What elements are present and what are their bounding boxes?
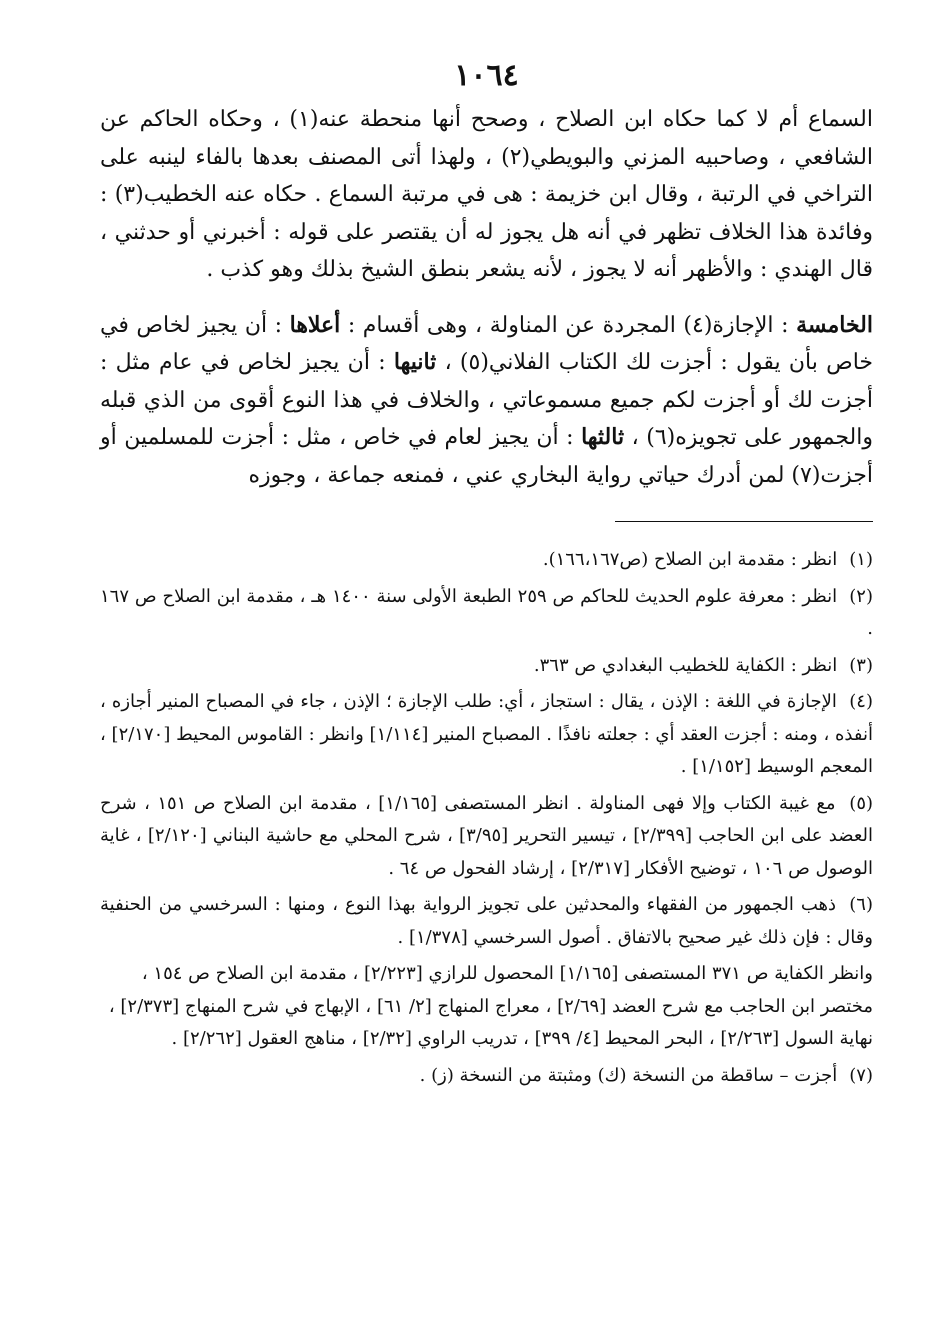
footnote-1 xyxy=(100,544,873,577)
footnote-separator xyxy=(615,521,873,522)
footnotes xyxy=(100,544,873,1092)
paragraph-2-part-d: : أن يجيز لعام في خاص ، مثل : أجزت للمسلمين أو أجزت(٧) لمن أدرك حياتي رواية البخاري عني ، فمنعه جماعة ، وجوزه xyxy=(100,425,873,488)
paragraph-2-part-b: : أن يجيز لخاص في خاص بأن يقول : أجزت لك الكتاب الفلاني(٥) ، xyxy=(100,312,873,375)
footnote-text: ذهب الجمهور من الفقهاء والمحدثين على تجويز الرواية بهذا النوع ، ومنها : السرخسي من الحنفية وقال : فإن ذلك غير صحيح بالاتفاق . أصول السرخسي [١/٣٧٨] . xyxy=(100,894,873,948)
footnote-5 xyxy=(100,788,873,886)
footnote-text: انظر : مقدمة ابن الصلاح (ص١٦٦،١٦٧). xyxy=(542,549,838,570)
footnote-number: (٧) xyxy=(849,1064,873,1086)
footnote-4 xyxy=(100,686,873,784)
footnote-2 xyxy=(100,581,873,646)
footnote-number: (٢) xyxy=(849,585,873,607)
footnote-text: مع غيبة الكتاب وإلا فهى المناولة . انظر المستصفى [١/١٦٥] ، مقدمة ابن الصلاح ص ١٥١ ، شرح العضد على ابن الحاجب [٢/٣٩٩] ، تيسير التحرير [٣/٩٥] ، شرح المحلي مع حاشية البناني [٢/١٢٠] ، غاية الوصول ص ١٠٦ ، توضيح الأفكار [٢/٣١٧] ، إرشاد الفحول ص ٦٤ . xyxy=(100,792,874,879)
footnote-number: (٦) xyxy=(849,894,873,915)
footnote-6 xyxy=(100,889,873,954)
keyword-highest: أعلاها xyxy=(289,311,341,338)
keyword-second: ثانيها xyxy=(393,349,437,375)
footnote-text: أجزت – ساقطة من النسخة (ك) ومثبتة من النسخة (ز) . xyxy=(419,1064,838,1086)
footnote-3 xyxy=(100,650,873,683)
footnote-text: انظر : الكفاية للخطيب البغدادي ص ٣٦٣. xyxy=(533,654,838,676)
footnote-6-continuation: وانظر الكفاية ص ٣٧١ المستصفى [١/١٦٥] المحصول للرازي [٢/٢٢٣] ، مقدمة ابن الصلاح ص ١٥٤ ، مختصر ابن الحاجب مع شرح العضد [٢/٦٩] ، معراج المنهاج [٢/ ٦١] ، الإبهاج في شرح المنهاج [٢/٣٧٣] ، نهاية السول [٢/٢٦٣] ، البحر المحيط [٤/ ٣٩٩] ، تدريب الراوي [٢/٣٢] ، مناهج العقول [٢/٢٦٢] . xyxy=(108,963,873,1049)
paragraph-2-part-a: : الإجازة(٤) المجردة عن المناولة ، وهى أقسام : xyxy=(340,312,797,338)
footnote-number: (١) xyxy=(849,549,873,570)
footnote-7 xyxy=(100,1060,873,1093)
paragraph-2-part-c: : أن يجيز لخاص في عام مثل : أجزت لك أو أجزت لكم جميع مسموعاتي ، والخلاف في هذا النوع أقوى من الذي قبله والجمهور على تجويزه(٦) ، xyxy=(100,350,873,450)
footnote-text: انظر : معرفة علوم الحديث للحاكم ص ٢٥٩ الطبعة الأولى سنة ١٤٠٠ هـ ، مقدمة ابن الصلاح ص ١٦٧ . xyxy=(100,585,873,639)
page-number: ١٠٦٤ xyxy=(454,58,519,93)
footnote-number: (٤) xyxy=(849,691,873,712)
section-heading: الخامسة xyxy=(796,311,873,338)
footnote-text: الإجازة في اللغة : الإذن ، يقال : استجاز ، أي: طلب الإجازة ؛ الإذن ، جاء في المصباح المنير أجازه ، أنفذه ، ومنه : أجزت العقد أي : جعلته نافذًا . المصباح المنير [١/١١٤] وانظر : القاموس المحيط [٢/١٧٠] ، المعجم الوسيط [١/١٥٢] . xyxy=(100,691,873,777)
footnote-number: (٥) xyxy=(849,792,874,814)
footnote-number: (٣) xyxy=(849,654,873,676)
main-text xyxy=(100,101,873,494)
paragraph-2 xyxy=(100,307,873,495)
paragraph-1: السماع أم لا كما حكاه ابن الصلاح ، وصحح أنها منحطة عنه(١) ، وحكاه الحاكم عن الشافعي ، وصاحبيه المزني والبويطي(٢) ، ولهذا أتى المصنف بعدها بالفاء لينبه على التراخي في الرتبة ، وقال ابن خزيمة : هى في مرتبة السماع . حكاه عنه الخطيب(٣) : وفائدة هذا الخلاف تظهر في أنه هل يجوز له أن يقتصر على قوله : أخبرني أو حدثني ، قال الهندي : والأظهر أنه لا يجوز ، لأنه يشعر بنطق الشيخ بذلك وهو كذب . xyxy=(100,107,874,282)
keyword-third: ثالثها xyxy=(581,424,625,450)
